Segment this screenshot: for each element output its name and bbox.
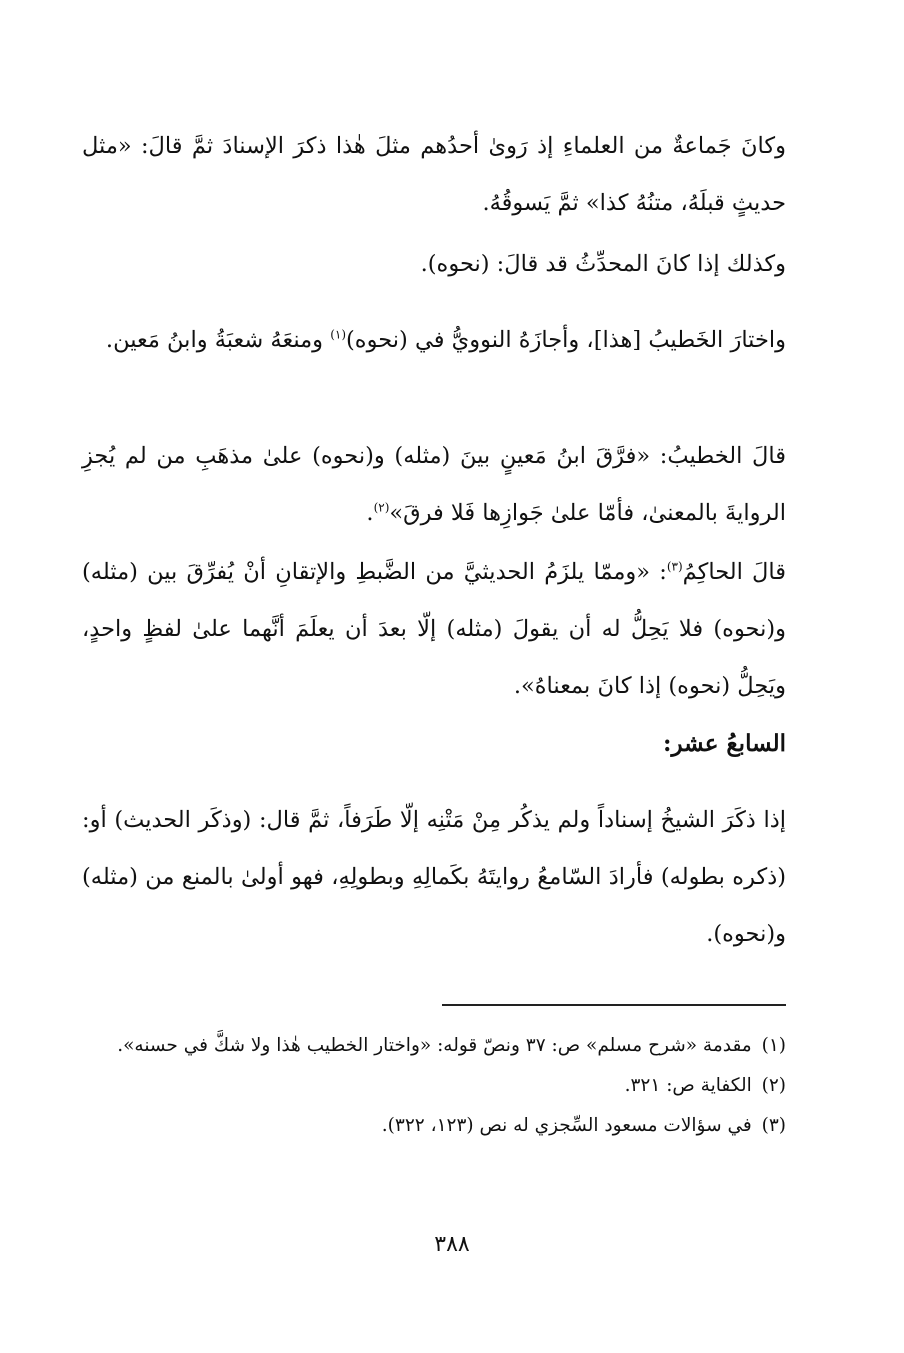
- footnote-ref-3: (٣): [666, 559, 683, 574]
- paragraph-4: [82, 428, 786, 542]
- paragraph-2: وكذلك إذا كانَ المحدِّثُ قد قالَ: (نحوه).: [420, 251, 786, 277]
- footnote-ref-1: (١): [330, 327, 347, 342]
- paragraph-5-text-a: قالَ الحاكِمُ: [682, 559, 786, 585]
- footnote-text: في سؤالات مسعود السِّجزي له نص (١٢٣، ٣٢٢).: [381, 1115, 752, 1136]
- page-number: ٣٨٨: [434, 1232, 470, 1257]
- footnote-divider: [442, 1004, 786, 1006]
- paragraph-6: إذا ذكَرَ الشيخُ إسناداً ولم يذكُر مِنْ مَتْنِه إلّا طَرَفاً، ثمَّ قال: (وذكَر الحديث) أو: (ذكره بطوله) فأرادَ السّامعُ روايتَهُ بكَمالِهِ وبطولِهِ، فهو أولىٰ بالمنع من (مثله) و(نحوه).: [82, 807, 786, 947]
- paragraph-4-text-b: .: [366, 500, 374, 526]
- footnote-2: [82, 1066, 786, 1106]
- footnote-text: الكفاية ص: ٣٢١.: [624, 1075, 752, 1096]
- paragraph-1: وكانَ جَماعةٌ من العلماءِ إذ رَوىٰ أحدُهم مثلَ هٰذا ذكرَ الإسنادَ ثمَّ قالَ: «مثل حديثٍ قبلَهُ، متنُهُ كذا» ثمَّ يَسوقُهُ.: [82, 133, 786, 216]
- paragraph-3: [82, 312, 786, 369]
- paragraph-5-text-b: : «وممّا يلزَمُ الحديثيَّ من الضَّبطِ والإتقانِ أنْ يُفرِّقَ بين (مثله) و(نحوه) فلا يَحِلُّ له أن يقولَ (مثله) إلّا بعدَ أن يعلَمَ أنَّهما علىٰ لفظٍ واحدٍ، ويَحِلُّ (نحوه) إذا كانَ بمعناهُ».: [82, 559, 786, 699]
- footnote-1: [82, 1026, 786, 1066]
- paragraph-3-text-a: واختارَ الخَطيبُ [هذا]، وأجازَهُ النوويُّ في (نحوه): [346, 327, 786, 353]
- footnote-number: (٢): [761, 1075, 786, 1096]
- footnote-text: مقدمة «شرح مسلم» ص: ٣٧ ونصّ قوله: «واختار الخطيب هٰذا ولا شكَّ في حسنه».: [117, 1035, 752, 1056]
- footnote-ref-2: (٢): [373, 500, 390, 515]
- footnotes: [82, 1026, 786, 1146]
- footnote-number: (٣): [761, 1115, 786, 1136]
- section-heading: السابعُ عشر:: [663, 730, 786, 757]
- paragraph-3-text-b: ومنعَهُ شعبَةُ وابنُ مَعين.: [105, 327, 331, 353]
- paragraph-4-text-a: قالَ الخطيبُ: «فرَّقَ ابنُ مَعينٍ بينَ (مثله) و(نحوه) علىٰ مذهَبِ من لم يُجزِ الروايةَ بالمعنىٰ، فأمّا علىٰ جَوازِها فَلا فرقَ»: [82, 443, 786, 526]
- footnote-number: (١): [761, 1035, 786, 1056]
- paragraph-5: [82, 544, 786, 715]
- footnote-3: [82, 1106, 786, 1146]
